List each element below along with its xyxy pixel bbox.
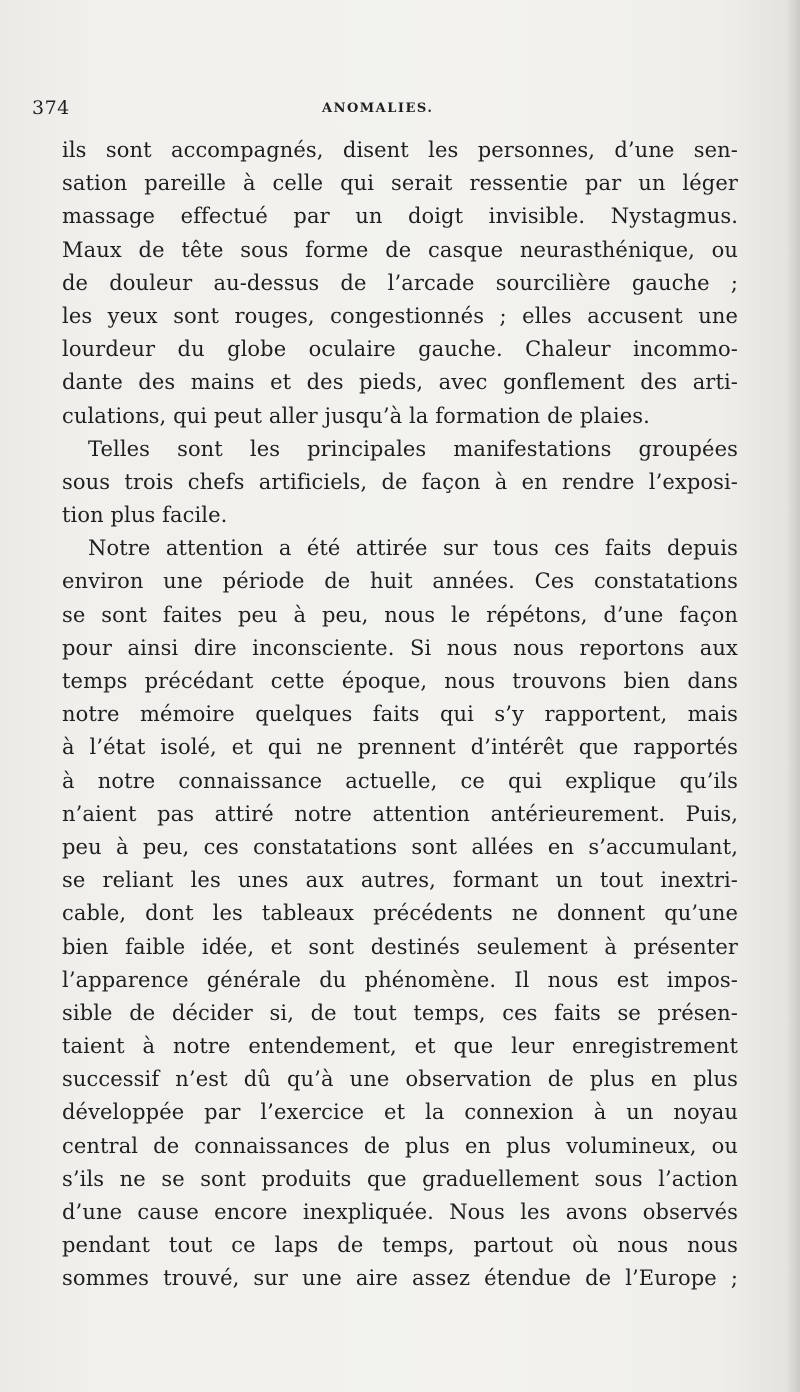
text-line: central de connaissances de plus en plus volumineux, ou: [62, 1133, 738, 1158]
text-line: ils sont accompagnés, disent les personnes, d’une sen-: [62, 138, 738, 162]
text-line: sible de décider si, de tout temps, ces faits se présen-: [62, 1000, 738, 1025]
paragraph-last-line: tion plus facile.: [62, 503, 228, 528]
text-line: sommes trouvé, sur une aire assez étendue de l’Europe ;: [62, 1266, 738, 1291]
text-line: taient à notre entendement, et que leur enregistrement: [62, 1034, 738, 1059]
page-header: [32, 97, 732, 125]
text-line: notre mémoire quelques faits qui s’y rapportent, mais: [62, 702, 738, 727]
text-line: environ une période de huit années. Ces constatations: [62, 569, 738, 594]
running-title: ANOMALIES.: [322, 101, 434, 116]
page-number: 374: [32, 97, 70, 119]
text-line: massage effectué par un doigt invisible. Nystagmus.: [62, 204, 738, 229]
body-text: [62, 134, 738, 1296]
text-line: sation pareille à celle qui serait ressentie par un léger: [62, 171, 738, 196]
text-line: n’aient pas attiré notre attention antérieurement. Puis,: [62, 801, 738, 826]
text-line: de douleur au-dessus de l’arcade sourcilière gauche ;: [62, 270, 738, 295]
text-line: peu à peu, ces constatations sont allées en s’accumulant,: [62, 834, 738, 859]
text-line: à l’état isolé, et qui ne prennent d’intérêt que rapportés: [62, 735, 738, 760]
paragraph-first-line: Notre attention a été attirée sur tous ces faits depuis: [88, 536, 738, 561]
text-line: se sont faites peu à peu, nous le répétons, d’une façon: [62, 602, 738, 627]
text-line: à notre connaissance actuelle, ce qui explique qu’ils: [62, 768, 738, 793]
text-line: culations, qui peut aller jusqu’à la formation de plaies.: [62, 403, 650, 428]
text-line: les yeux sont rouges, congestionnés ; elles accusent une: [62, 303, 738, 328]
text-line: sous trois chefs artificiels, de façon à en rendre l’exposi-: [62, 469, 738, 494]
text-line: pendant tout ce laps de temps, partout où nous nous: [62, 1233, 738, 1258]
text-line: lourdeur du globe oculaire gauche. Chaleur incommo-: [62, 337, 738, 362]
text-line: successif n’est dû qu’à une observation de plus en plus: [62, 1067, 738, 1092]
text-line: Maux de tête sous forme de casque neurasthénique, ou: [62, 237, 738, 262]
text-line: cable, dont les tableaux précédents ne donnent qu’une: [62, 901, 738, 926]
text-line: bien faible idée, et sont destinés seulement à présenter: [62, 934, 738, 959]
text-line: se reliant les unes aux autres, formant un tout inextri-: [62, 868, 738, 893]
text-line: dante des mains et des pieds, avec gonflement des arti-: [62, 370, 738, 395]
text-line: temps précédant cette époque, nous trouvons bien dans: [62, 669, 738, 693]
page-edge-shadow: [786, 0, 800, 1392]
text-line: s’ils ne se sont produits que graduellement sous l’action: [62, 1166, 738, 1191]
text-line: l’apparence générale du phénomène. Il nous est impos-: [62, 967, 738, 992]
text-line: développée par l’exercice et la connexion à un noyau: [62, 1100, 738, 1125]
text-line: pour ainsi dire inconsciente. Si nous nous reportons aux: [62, 635, 738, 660]
text-line: d’une cause encore inexpliquée. Nous les avons observés: [62, 1200, 738, 1224]
paragraph-first-line: Telles sont les principales manifestations groupées: [88, 436, 738, 461]
